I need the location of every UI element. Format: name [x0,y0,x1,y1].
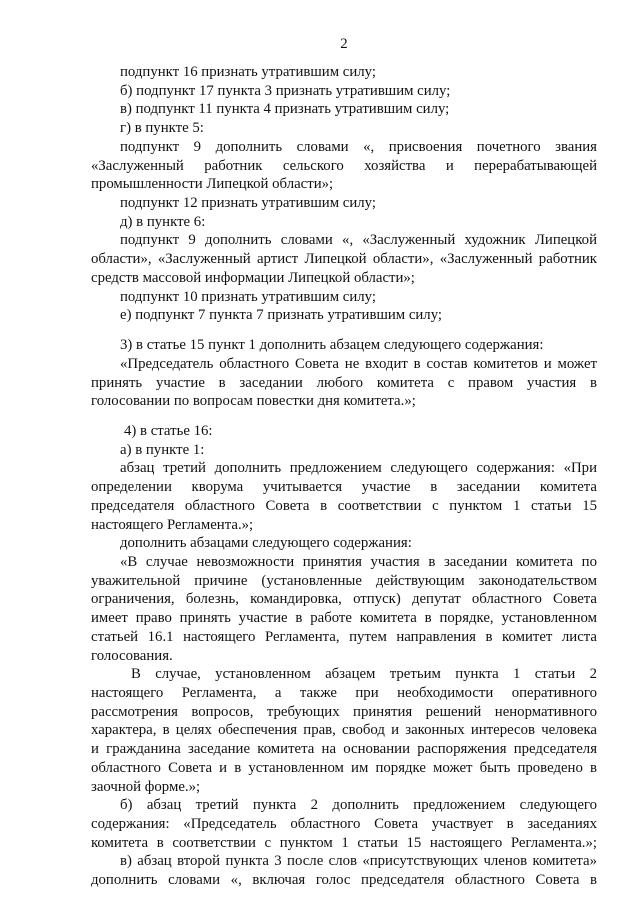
body-line: содержания: «Председатель областного Совета участвует в заседаниях [91,816,597,833]
body-line: ограничения, болезнь, командировка, отпуск) депутат областного Совета [91,591,597,608]
body-line: в) абзац второй пункта 3 после слов «присутствующих членов комитета» [120,853,597,870]
body-line: принять участие в заседании любого комитета с правом участия в [91,374,597,391]
body-line: В случае, установленном абзацем третьим пункта 1 статьи 2 [131,666,597,683]
body-line: настоящего Регламента.»; [91,516,254,533]
body-line: настоящего Регламента, а также при необходимости оперативного [91,685,597,701]
body-line: подпункт 9 дополнить словами «, присвоения почетного звания [120,138,597,155]
body-line: «В случае невозможности принятия участия в заседании комитета по [120,553,597,570]
body-line: в) подпункт 11 пункта 4 признать утратившим силу; [120,101,450,118]
body-line: 4) в статье 16: [124,422,213,439]
body-line: абзац третий дополнить предложением следующего содержания: «При [120,460,597,477]
body-line: «Заслуженный работник сельского хозяйства и перерабатывающей [91,157,597,174]
body-line: голосовании по вопросам повестки дня комитета.»; [91,393,416,410]
body-line: 3) в статье 15 пункт 1 дополнить абзацем следующего содержания: [120,337,544,354]
body-line: подпункт 16 признать утратившим силу; [120,64,376,80]
body-line: и гражданина заседание комитета на основании распоряжения председателя [91,741,597,758]
body-line: дополнить словами «, включая голос председателя областного Совета в [91,872,597,889]
page-number: 2 [340,36,348,52]
body-line: председателя областного Совета в соответствии с пунктом 1 статьи 15 [91,497,597,514]
body-line: е) подпункт 7 пункта 7 признать утратившим силу; [120,307,443,324]
body-line: а) в пункте 1: [120,441,205,458]
body-line: рассмотрения вопросов, требующих принятия решений ненормативного [91,703,597,720]
body-line: статьей 16.1 настоящего Регламента, путем направления в комитет листа [91,628,597,645]
body-line: «Председатель областного Совета не входит в состав комитетов и может [120,355,597,372]
body-line: подпункт 9 дополнить словами «, «Заслуженный художник Липецкой [120,232,597,249]
body-line: областного Совета и в установленном им порядке может быть проведено в [91,759,597,776]
body-line: подпункт 10 признать утратившим силу; [120,288,376,305]
body-line: голосования. [91,647,173,664]
body-line: б) абзац третий пункта 2 дополнить предложением следующего [120,797,597,814]
document-body [91,63,597,890]
body-line: промышленности Липецкой области»; [91,176,334,193]
body-line: комитета в соответствии с пунктом 1 статьи 15 настоящего Регламента.»; [91,834,597,851]
body-line: характера, в целях обеспечения прав, свобод и законных интересов человека [91,722,597,739]
body-line: д) в пункте 6: [120,213,206,230]
body-line: б) подпункт 17 пункта 3 признать утратившим силу; [120,82,451,99]
body-line: средств массовой информации Липецкой области»; [91,269,415,286]
body-line: дополнить абзацами следующего содержания: [120,535,412,552]
body-line: области», «Заслуженный артист Липецкой области», «Заслуженный работник [91,251,597,268]
body-line: определении кворума учитывается участие в заседании комитета [91,479,597,496]
body-line: заочной форме.»; [91,778,201,795]
body-line: подпункт 12 признать утратившим силу; [120,195,376,212]
body-line: г) в пункте 5: [120,120,204,137]
body-line: имеет право принять участие в работе комитета в порядке, установленном [91,610,597,627]
body-line: уважительной причине (установленные действующим законодательством [91,572,597,589]
